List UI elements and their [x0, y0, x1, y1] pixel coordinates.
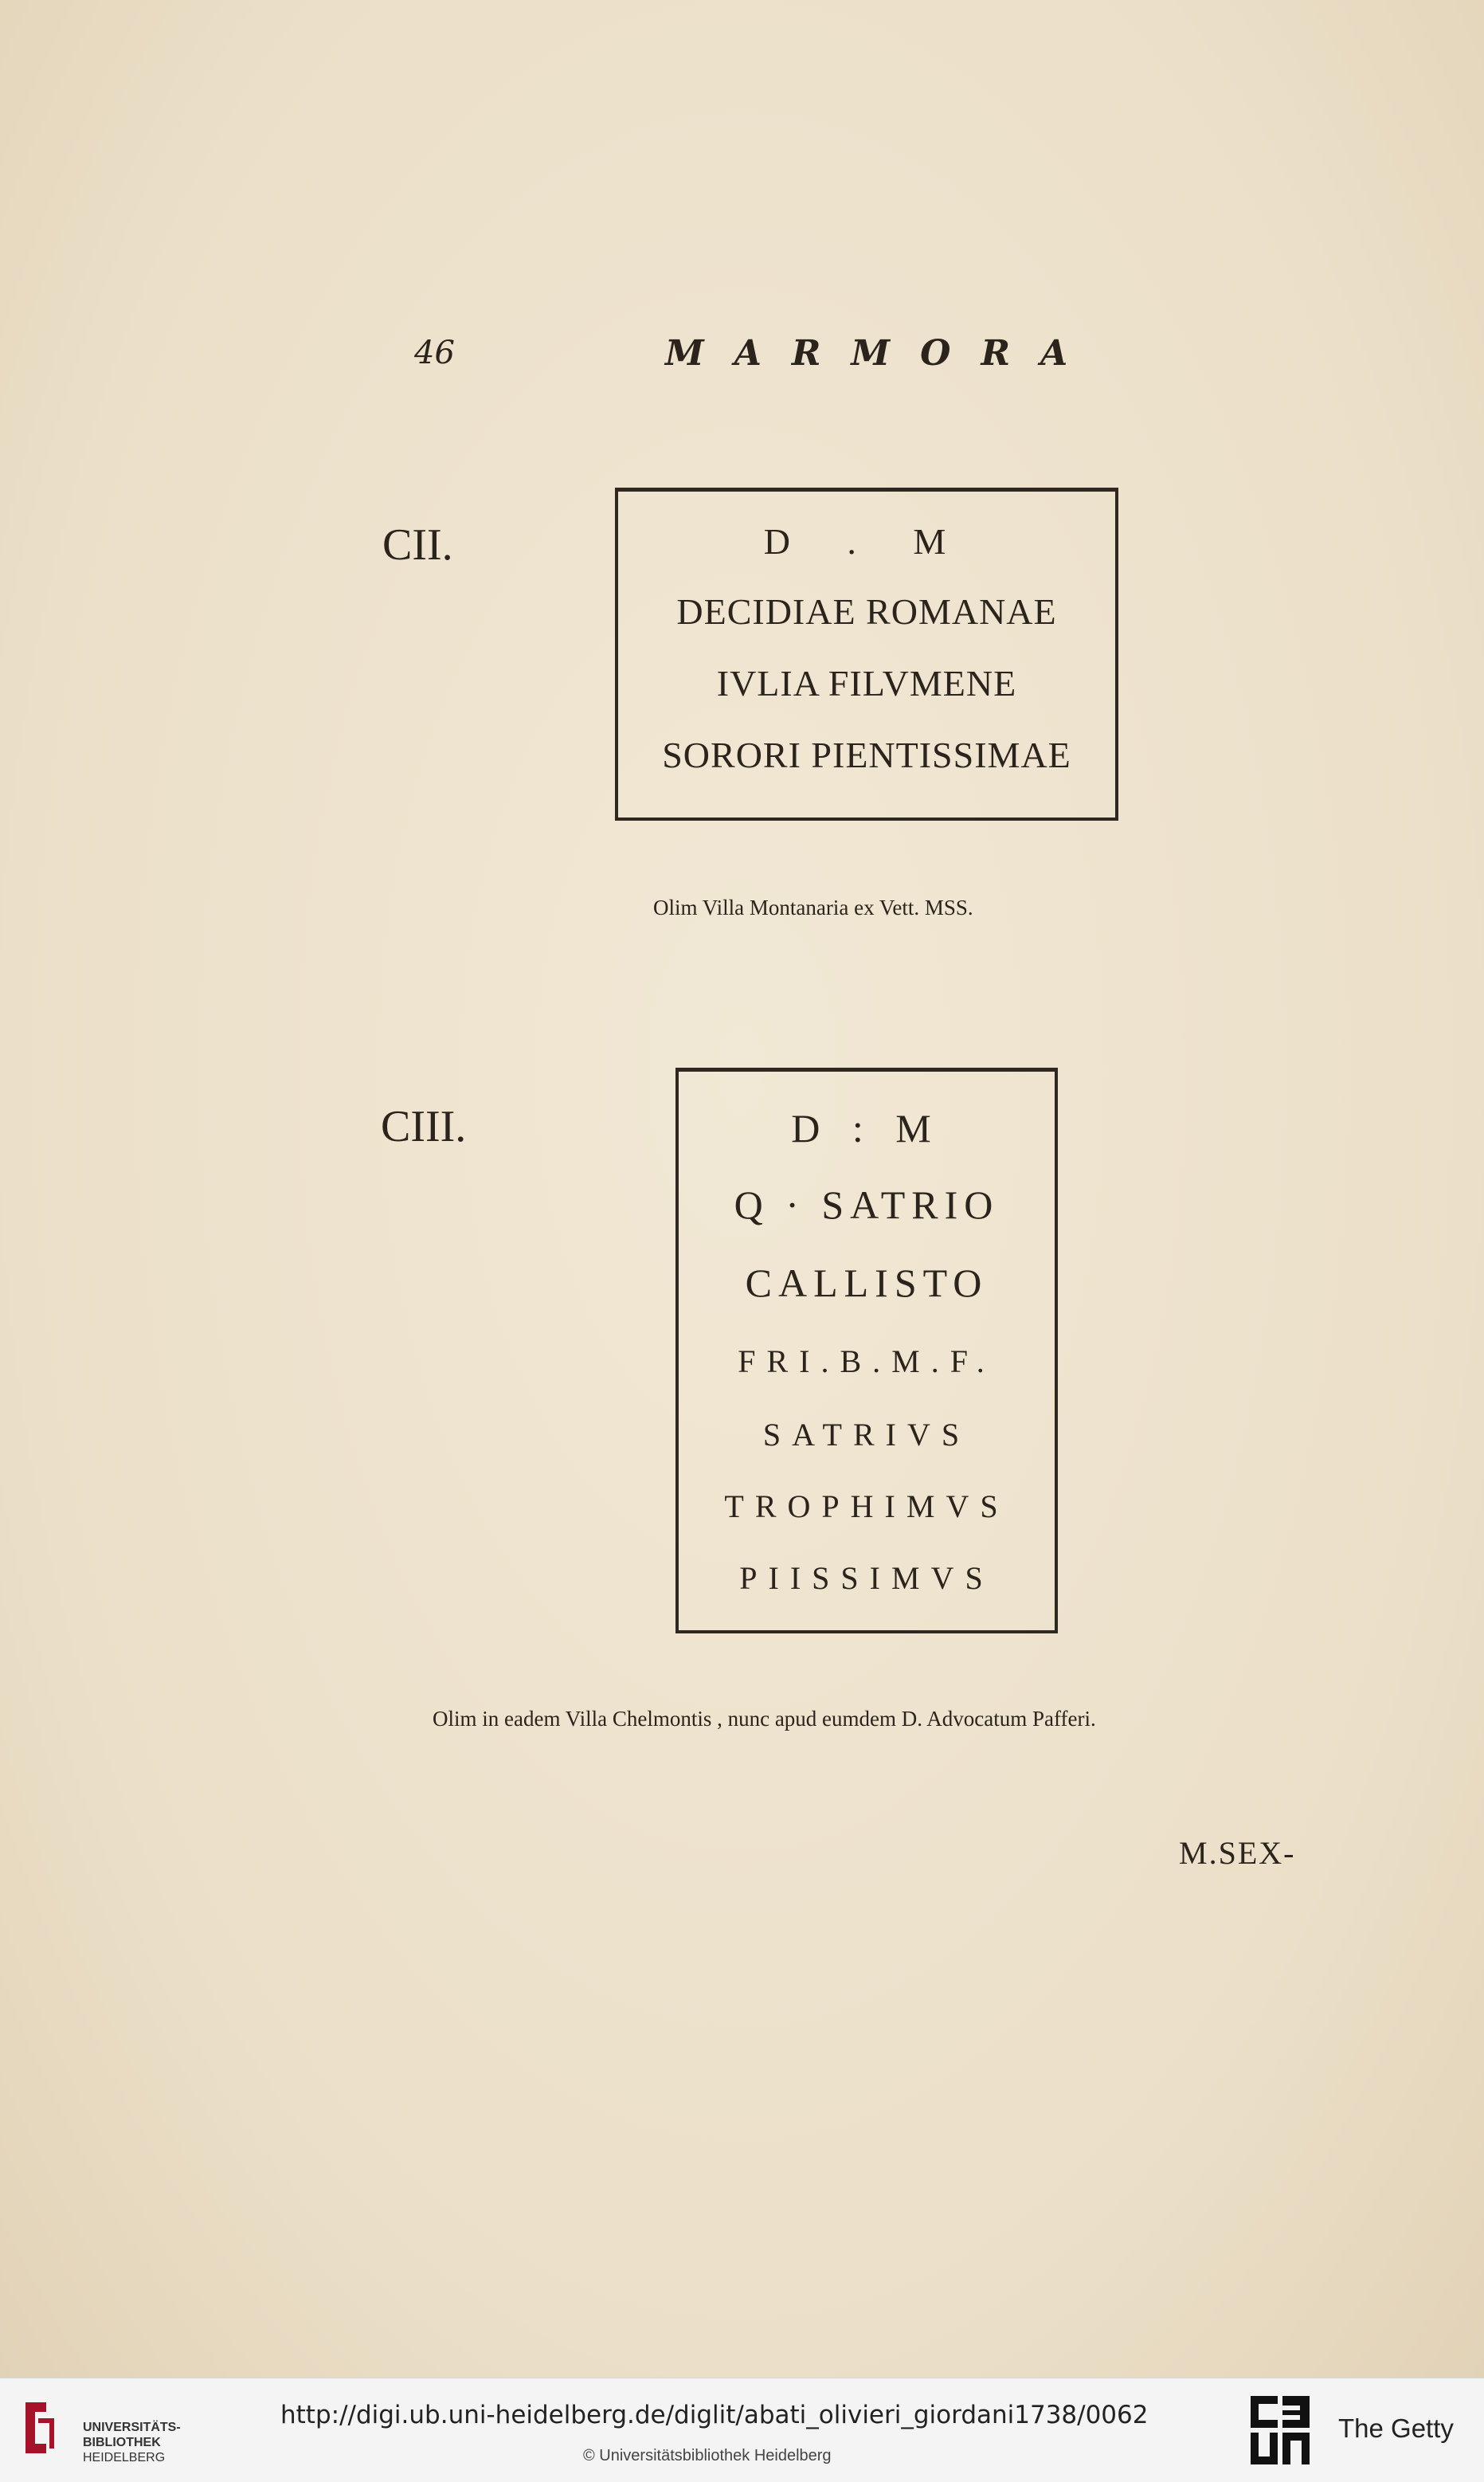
- inscription-1-line-2: DECIDIAE ROMANAE: [676, 591, 1057, 632]
- library-name-line-3: HEIDELBERG: [83, 2451, 166, 2464]
- inscription-number-2: CIII.: [381, 1102, 467, 1151]
- inscription-number-1: CII.: [382, 520, 453, 570]
- inscription-caption-1: Olim Villa Montanaria ex Vett. MSS.: [653, 896, 973, 919]
- university-library-logo[interactable]: [18, 2396, 201, 2468]
- inscription-2-line-6: TROPHIMVS: [724, 1488, 1009, 1524]
- copyright-notice: © Universitätsbibliothek Heidelberg: [583, 2447, 832, 2464]
- inscription-2-line-2: Q · SATRIO: [734, 1182, 1000, 1227]
- inscription-1-line-3: IVLIA FILVMENE: [716, 663, 1017, 704]
- inscription-box-1: [615, 488, 1118, 821]
- inscription-2-line-7: PIISSIMVS: [739, 1560, 994, 1596]
- library-name-line-1: UNIVERSITÄTS-: [83, 2421, 181, 2434]
- getty-label[interactable]: The Getty: [1338, 2413, 1454, 2443]
- inscription-box-2: [675, 1068, 1058, 1633]
- permalink-url[interactable]: http://digi.ub.uni-heidelberg.de/diglit/abati_olivieri_giordani1738/0062: [280, 2401, 1149, 2429]
- library-name-line-2: BIBLIOTHEK: [83, 2436, 161, 2449]
- inscription-caption-2: Olim in eadem Villa Chelmontis , nunc apud eumdem D. Advocatum Pafferi.: [433, 1707, 1096, 1731]
- catchword: M.SEX-: [1179, 1835, 1296, 1871]
- inscription-2-line-4: FRI.B.M.F.: [738, 1343, 996, 1379]
- inscription-2-line-1: D : M: [791, 1106, 942, 1151]
- inscription-1-line-4: SORORI PIENTISSIMAE: [662, 735, 1071, 775]
- library-name: [83, 2420, 181, 2465]
- page-number: 46: [414, 335, 455, 371]
- inscription-1-line-1: D . M: [763, 521, 970, 562]
- ub-heidelberg-icon: [18, 2396, 62, 2460]
- getty-logo-icon[interactable]: [1249, 2394, 1313, 2468]
- viewer-footer: [0, 2378, 1484, 2482]
- running-head: MARMORA: [665, 333, 1098, 374]
- inscription-2-line-3: CALLISTO: [745, 1261, 989, 1305]
- inscription-2-line-5: SATRIVS: [762, 1417, 971, 1453]
